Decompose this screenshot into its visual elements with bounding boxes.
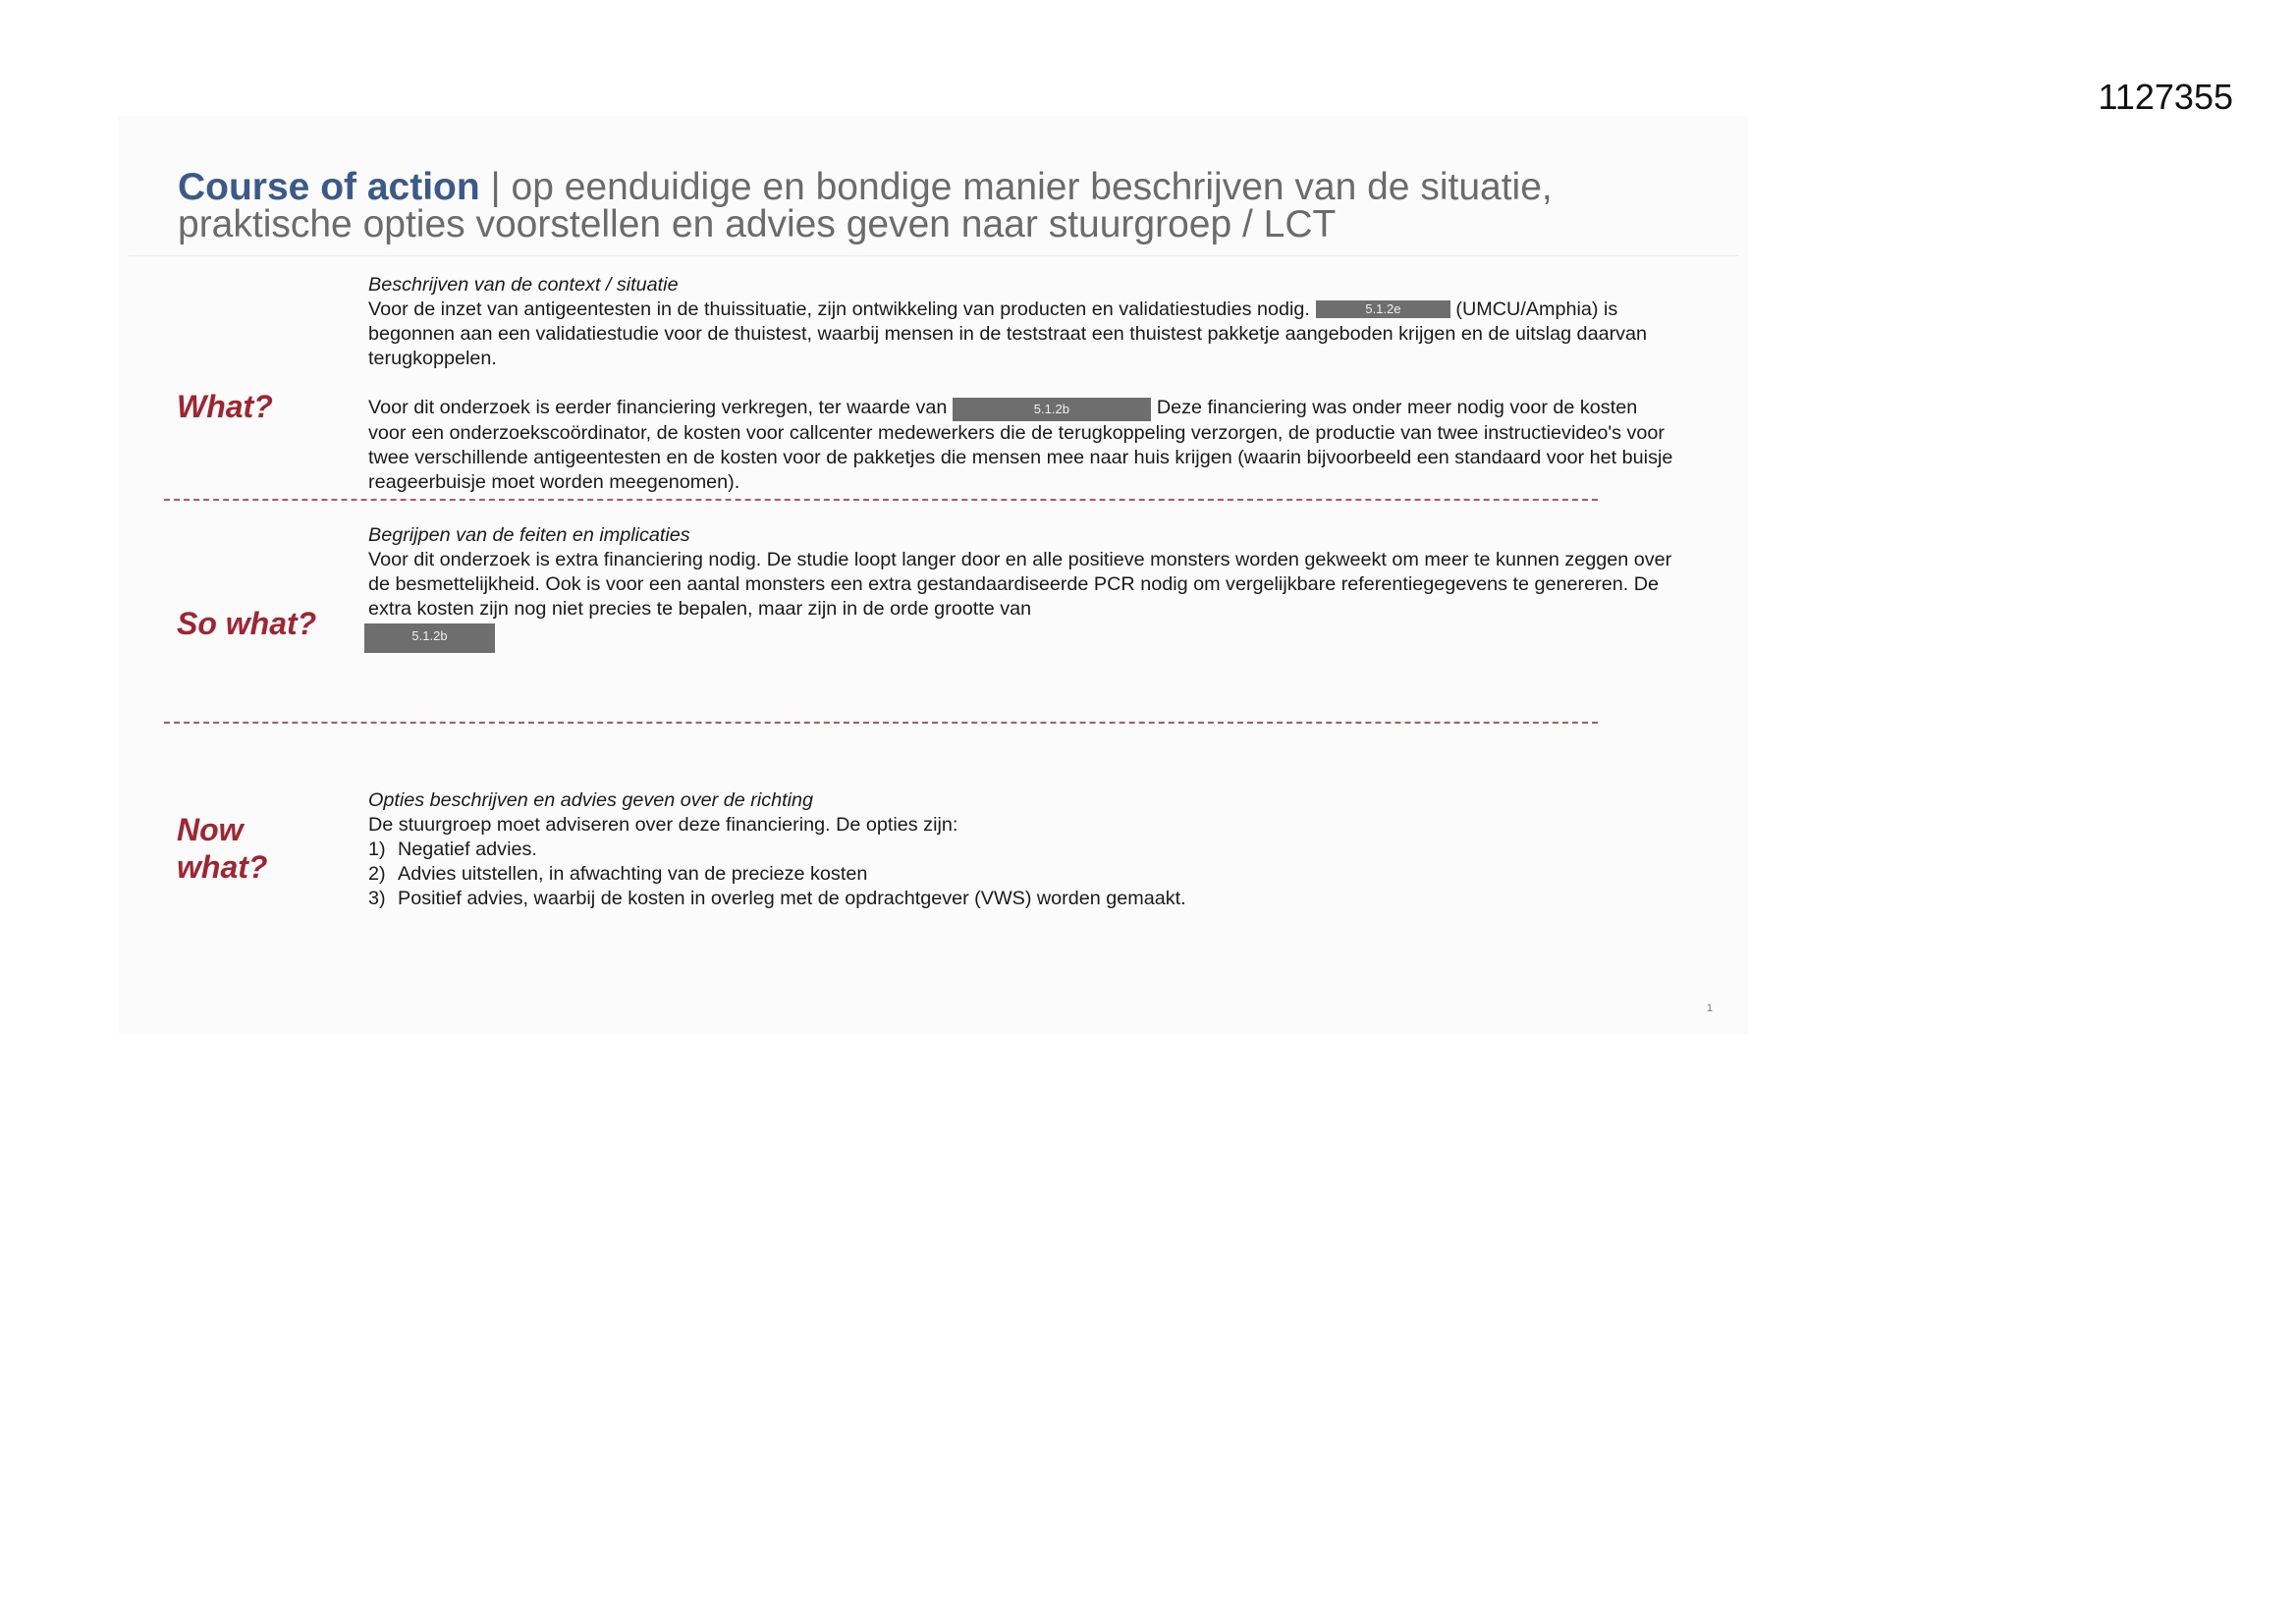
- so-what-heading: Begrijpen van de feiten en implicaties: [368, 524, 690, 546]
- redaction-block: 5.1.2e: [1316, 300, 1450, 318]
- list-item: 2) Advies uitstellen, in afwachting van de precieze kosten: [368, 863, 868, 885]
- so-what-text: Voor dit onderzoek is extra financiering nodig. De studie loopt langer door en alle positieve monsters worden gekweekt om meer te kunnen zeggen over de besmettelijkheid. Ook is voor een aantal monsters een extra gestandaardiseerde PCR nodig om vergelijkbare referentiegegevens te genereren. De extra kosten zijn nog niet precies te bepalen, maar zijn in de orde grootte van: [368, 549, 1672, 620]
- what-p2-text-after: Deze financiering was onder meer nodig voor de kosten voor een onderzoekscoördinator, de kosten voor callcenter medewerkers die de terugkoppeling verzorgen, de productie van twee instructievideo's voor twee verschillende antigeentesten en de kosten voor de pakketjes die mensen mee naar huis krijgen (waarin bijvoorbeeld een standaard voor het buisje reageerbuisje moet worden meegenomen).: [368, 397, 1673, 493]
- section-divider: [164, 722, 1598, 724]
- section-divider: [164, 499, 1598, 501]
- what-paragraph-2: [368, 396, 1674, 495]
- what-p2-text: Voor dit onderzoek is eerder financiering verkregen, ter waarde van: [368, 397, 948, 418]
- options-list: [368, 838, 1674, 911]
- what-heading: Beschrijven van de context / situatie: [368, 274, 679, 296]
- now-what-label-line-1: Now: [177, 812, 244, 847]
- so-what-section: [368, 523, 1674, 653]
- redaction-block: 5.1.2b: [953, 398, 1151, 421]
- what-paragraph-1: [368, 298, 1674, 371]
- document-number: 1127355: [2098, 77, 2233, 117]
- so-what-label: So what?: [177, 606, 317, 641]
- now-what-label: [177, 811, 267, 886]
- so-what-paragraph: [368, 548, 1674, 622]
- what-p1-text-after: (UMCU/Amphia) is begonnen aan een validatiestudie voor de thuistest, waarbij mensen in de teststraat een thuistest pakketje aangeboden krijgen en de uitslag daarvan terugkoppelen.: [368, 298, 1648, 369]
- list-item: 1) Negatief advies.: [368, 839, 537, 860]
- title-main: Course of action: [178, 166, 480, 208]
- slide-title: [178, 166, 1651, 245]
- redaction-block: 5.1.2b: [364, 623, 495, 653]
- now-what-label-line-2: what?: [177, 849, 268, 885]
- page-number: 1: [1706, 1002, 1713, 1014]
- what-section: [368, 273, 1674, 495]
- now-what-section: [368, 788, 1674, 911]
- title-subtitle: | op eenduidige en bondige manier beschrijven van de situatie, praktische opties voorstellen en advies geven naar stuurgroep / LCT: [178, 166, 1553, 245]
- title-divider: [128, 255, 1738, 256]
- slide: [118, 116, 1748, 1034]
- what-p1-text: Voor de inzet van antigeentesten in de thuissituatie, zijn ontwikkeling van producten en validatiestudies nodig.: [368, 298, 1310, 320]
- list-item: 3) Positief advies, waarbij de kosten in overleg met de opdrachtgever (VWS) worden gemaakt.: [368, 888, 1186, 909]
- what-label: What?: [177, 389, 273, 424]
- now-what-intro: De stuurgroep moet adviseren over deze financiering. De opties zijn:: [368, 814, 958, 836]
- now-what-heading: Opties beschrijven en advies geven over de richting: [368, 789, 814, 811]
